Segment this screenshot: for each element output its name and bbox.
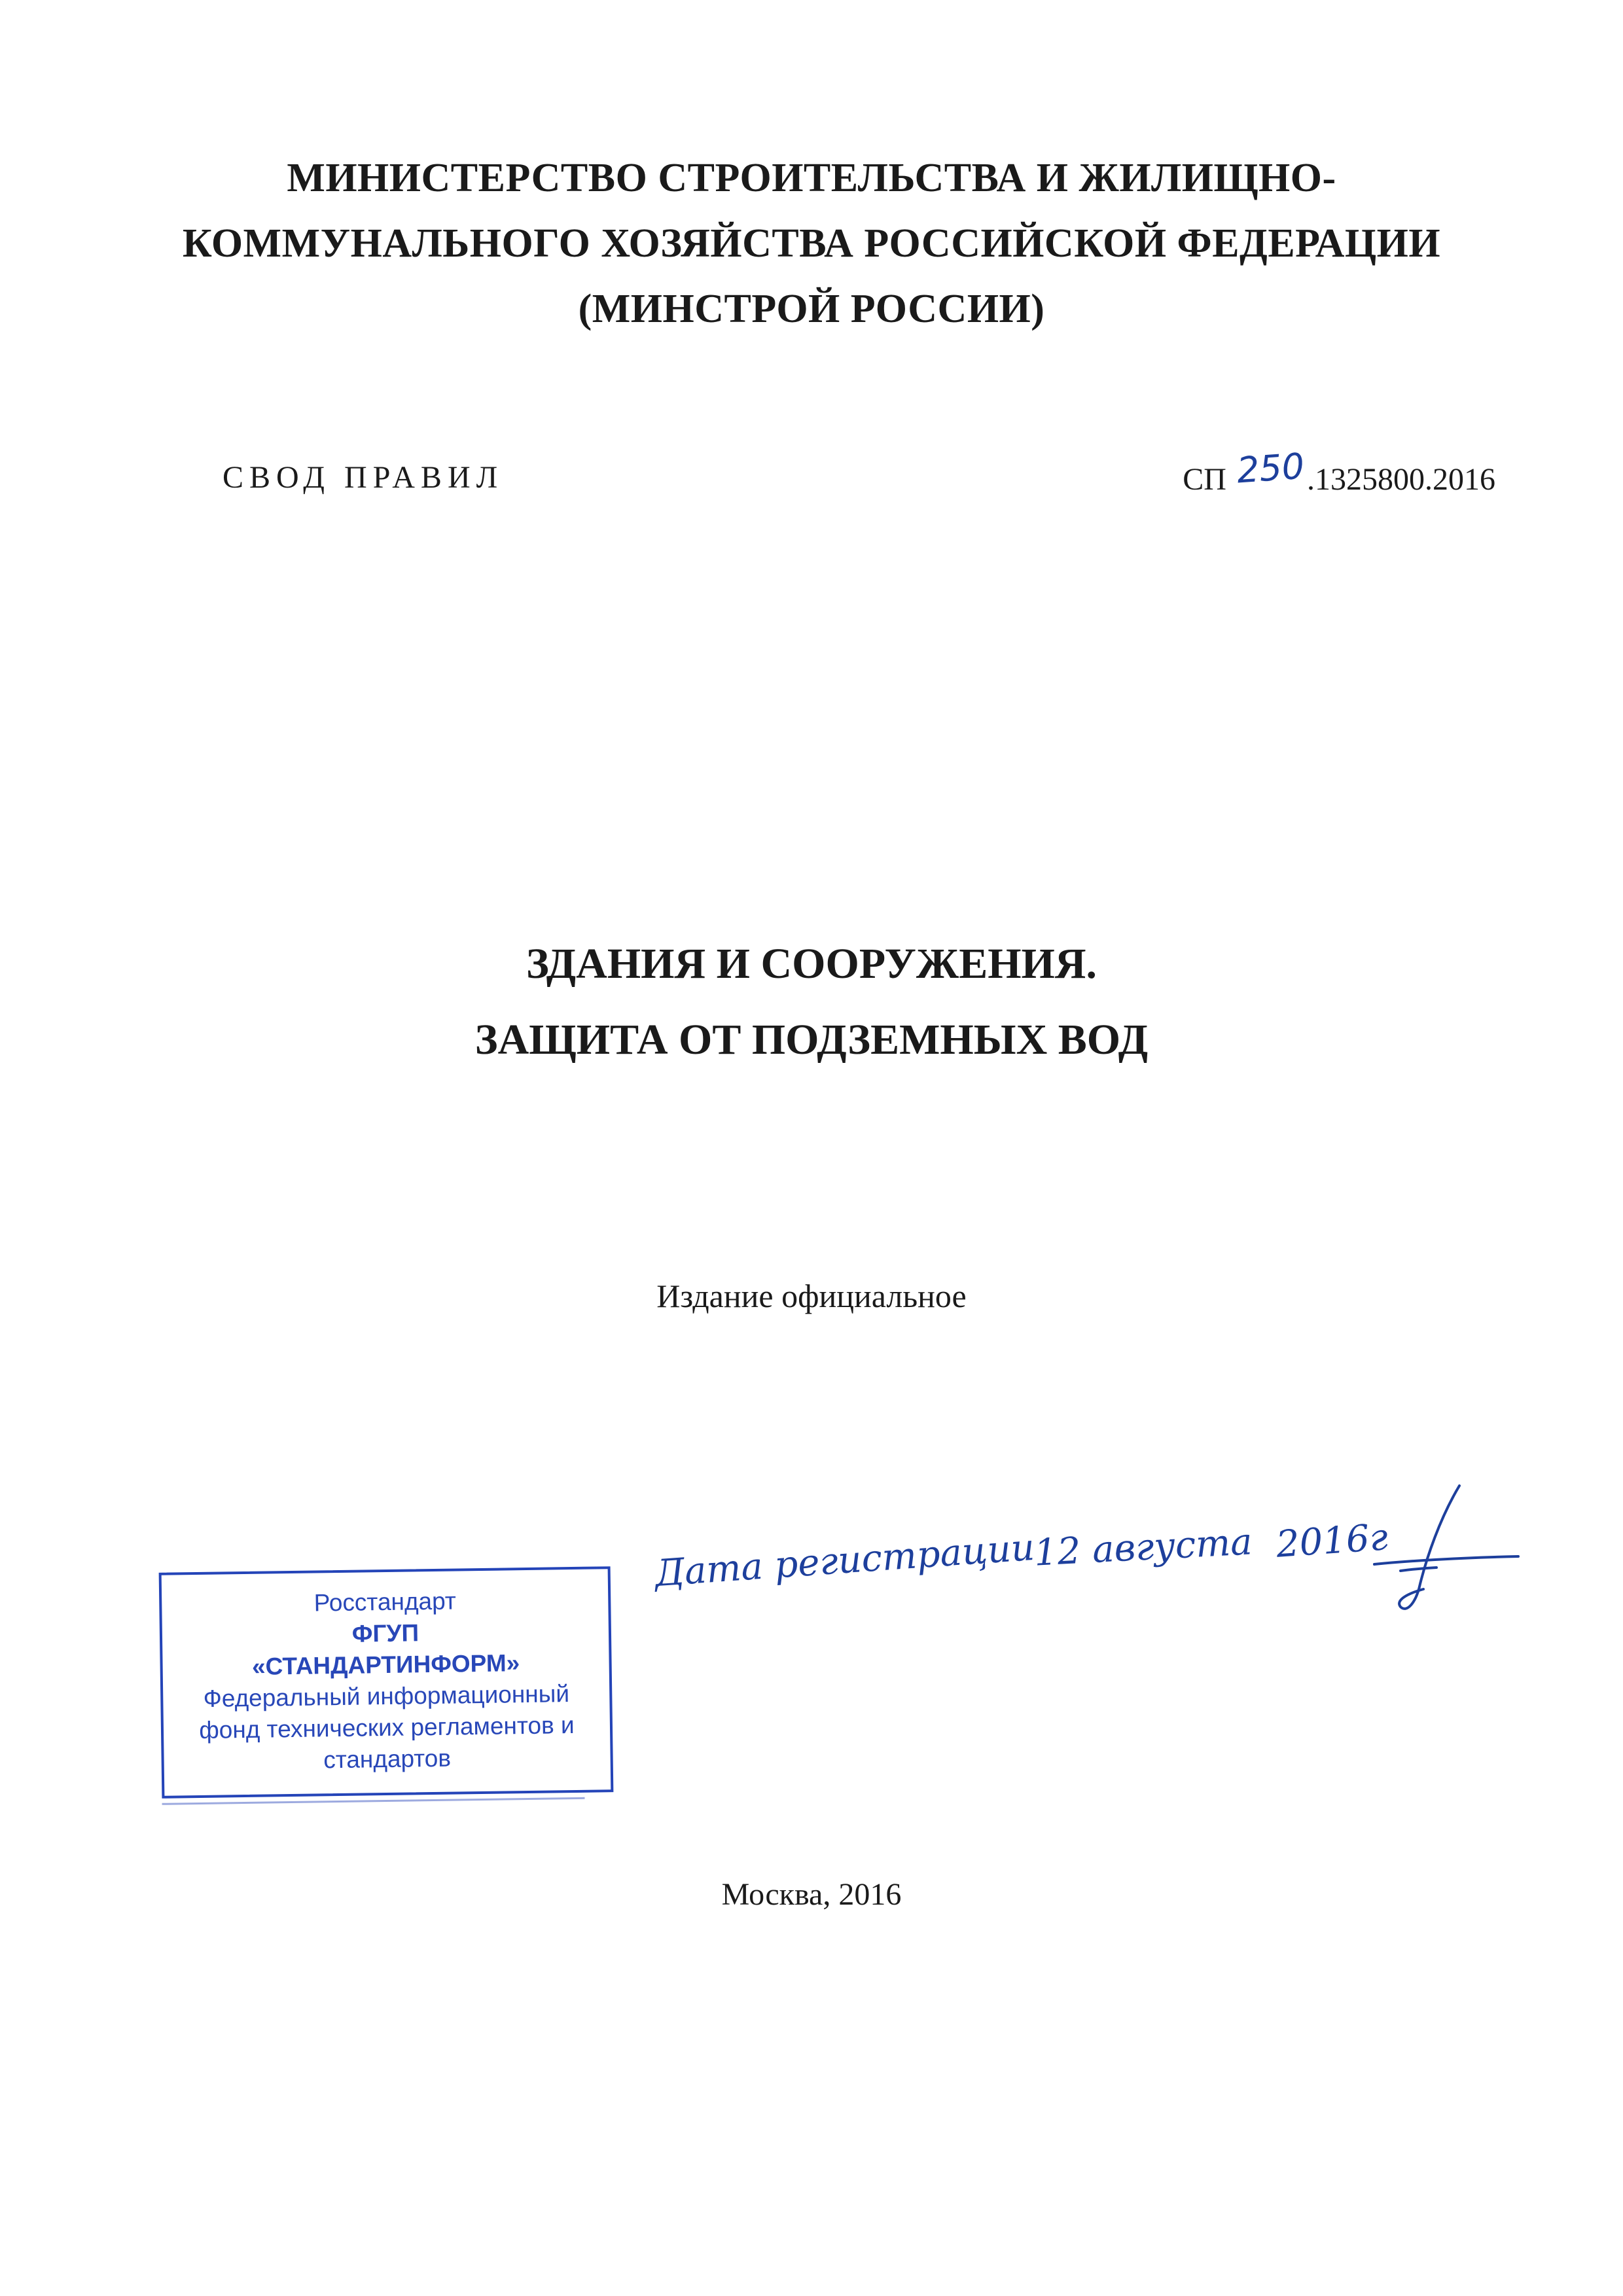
stamp-line-2: ФГУП — [351, 1619, 419, 1647]
registration-note — [654, 1512, 1571, 1617]
ministry-line-3: (МИНСТРОЙ РОССИИ) — [578, 287, 1045, 331]
document-code — [1183, 445, 1495, 506]
stamp-line-1: Росстандарт — [313, 1587, 457, 1617]
registry-stamp — [159, 1566, 614, 1799]
document-code-row — [223, 445, 1495, 504]
ministry-line-1: МИНИСТЕРСТВО СТРОИТЕЛЬСТВА И ЖИЛИЩНО- — [287, 156, 1336, 200]
stamp-line-5: фонд технических регламентов и — [199, 1711, 575, 1744]
title-line-2: ЗАЩИТА ОТ ПОДЗЕМНЫХ ВОД — [474, 1016, 1149, 1064]
signature-icon — [1361, 1473, 1531, 1623]
ministry-header — [0, 145, 1623, 342]
stamp-line-6: стандартов — [323, 1744, 452, 1774]
title-line-1: ЗДАНИЯ И СООРУЖЕНИЯ. — [526, 940, 1097, 988]
code-prefix: СП — [1183, 462, 1226, 497]
code-suffix: .1325800.2016 — [1307, 462, 1495, 497]
document-type: СВОД ПРАВИЛ — [223, 460, 504, 495]
edition-label: Издание официальное — [656, 1278, 967, 1314]
stamp-line-4: Федеральный информационный — [203, 1680, 570, 1712]
handwritten-code-number: 250 — [1235, 445, 1306, 492]
stamp-line-3: «СТАНДАРТИНФОРМ» — [251, 1649, 520, 1680]
ministry-line-2: КОММУНАЛЬНОГО ХОЗЯЙСТВА РОССИЙСКОЙ ФЕДЕРАЦИИ — [182, 221, 1441, 266]
registration-label: Дата регистрации — [653, 1526, 1036, 1596]
document-title — [0, 926, 1623, 1078]
registration-year: 2016г — [1274, 1516, 1389, 1566]
stamp-underline — [162, 1797, 585, 1805]
registration-date: 12 августа — [1033, 1520, 1254, 1575]
city-and-year: Москва, 2016 — [721, 1877, 902, 1912]
